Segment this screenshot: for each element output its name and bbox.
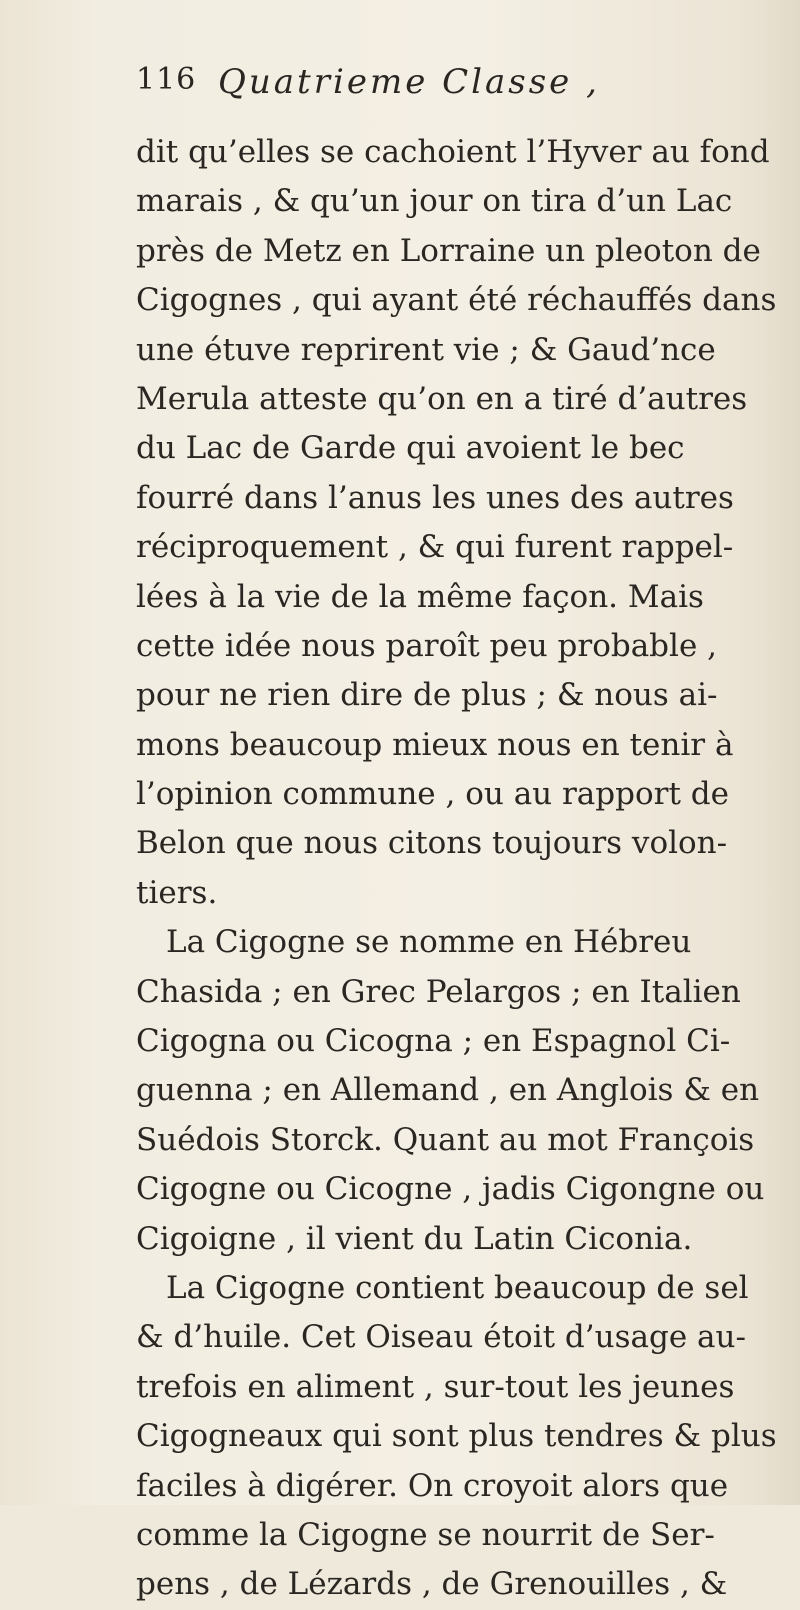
text-line: Cigogne ou Cicogne , jadis Cigongne ou: [136, 1171, 765, 1208]
text-line: Cigognes , qui ayant été réchauffés dans: [136, 282, 777, 319]
page-header: [136, 62, 676, 118]
text-line: comme la Cigogne se nourrit de Ser-: [136, 1516, 715, 1553]
text-line: Merula atteste qu’on en a tiré d’autres: [136, 380, 748, 417]
paragraph-start-line: La Cigogne contient beaucoup de sel: [166, 1269, 749, 1306]
text-line: lées à la vie de la même façon. Mais: [136, 578, 704, 615]
paragraph-start-line: La Cigogne se nomme en Hébreu: [166, 924, 692, 961]
text-line: Chasida ; en Grec Pelargos ; en Italien: [136, 973, 741, 1010]
text-line: mons beaucoup mieux nous en tenir à: [136, 726, 734, 763]
text-line: trefois en aliment , sur-tout les jeunes: [136, 1368, 735, 1405]
text-line: Belon que nous citons toujours volon-: [136, 825, 728, 862]
text-line: Cigogneaux qui sont plus tendres & plus: [136, 1418, 777, 1455]
text-line: près de Metz en Lorraine un pleoton de: [136, 232, 761, 269]
body-text: [136, 128, 776, 1610]
text-line: fourré dans l’anus les unes des autres: [136, 479, 734, 516]
text-line: réciproquement , & qui furent rappel-: [136, 529, 734, 566]
text-line: cette idée nous paroît peu probable ,: [136, 627, 717, 664]
text-line: pens , de Lézards , de Grenouilles , &: [136, 1566, 728, 1603]
text-line: Cigoigne , il vient du Latin Ciconia.: [136, 1220, 693, 1257]
page-number: 116: [136, 62, 197, 97]
text-line: guenna ; en Allemand , en Anglois & en: [136, 1072, 760, 1109]
text-line: & d’huile. Cet Oiseau étoit d’usage au-: [136, 1319, 746, 1356]
text-line: du Lac de Garde qui avoient le bec: [136, 430, 685, 467]
text-line: dit qu’elles se cachoient l’Hyver au fond: [136, 134, 770, 170]
running-head: Quatrieme Classe ,: [218, 62, 600, 102]
text-line: Cigogna ou Cicogna ; en Espagnol Ci-: [136, 1023, 731, 1060]
text-line: l’opinion commune , ou au rapport de: [136, 776, 729, 813]
text-line: marais , & qu’un jour on tira d’un Lac: [136, 183, 733, 220]
text-line: une étuve reprirent vie ; & Gaud’nce: [136, 331, 716, 368]
text-line: tiers.: [136, 874, 218, 911]
text-line: Suédois Storck. Quant au mot François: [136, 1121, 755, 1158]
text-line: faciles à digérer. On croyoit alors que: [136, 1467, 729, 1504]
text-line: pour ne rien dire de plus ; & nous ai-: [136, 677, 718, 714]
